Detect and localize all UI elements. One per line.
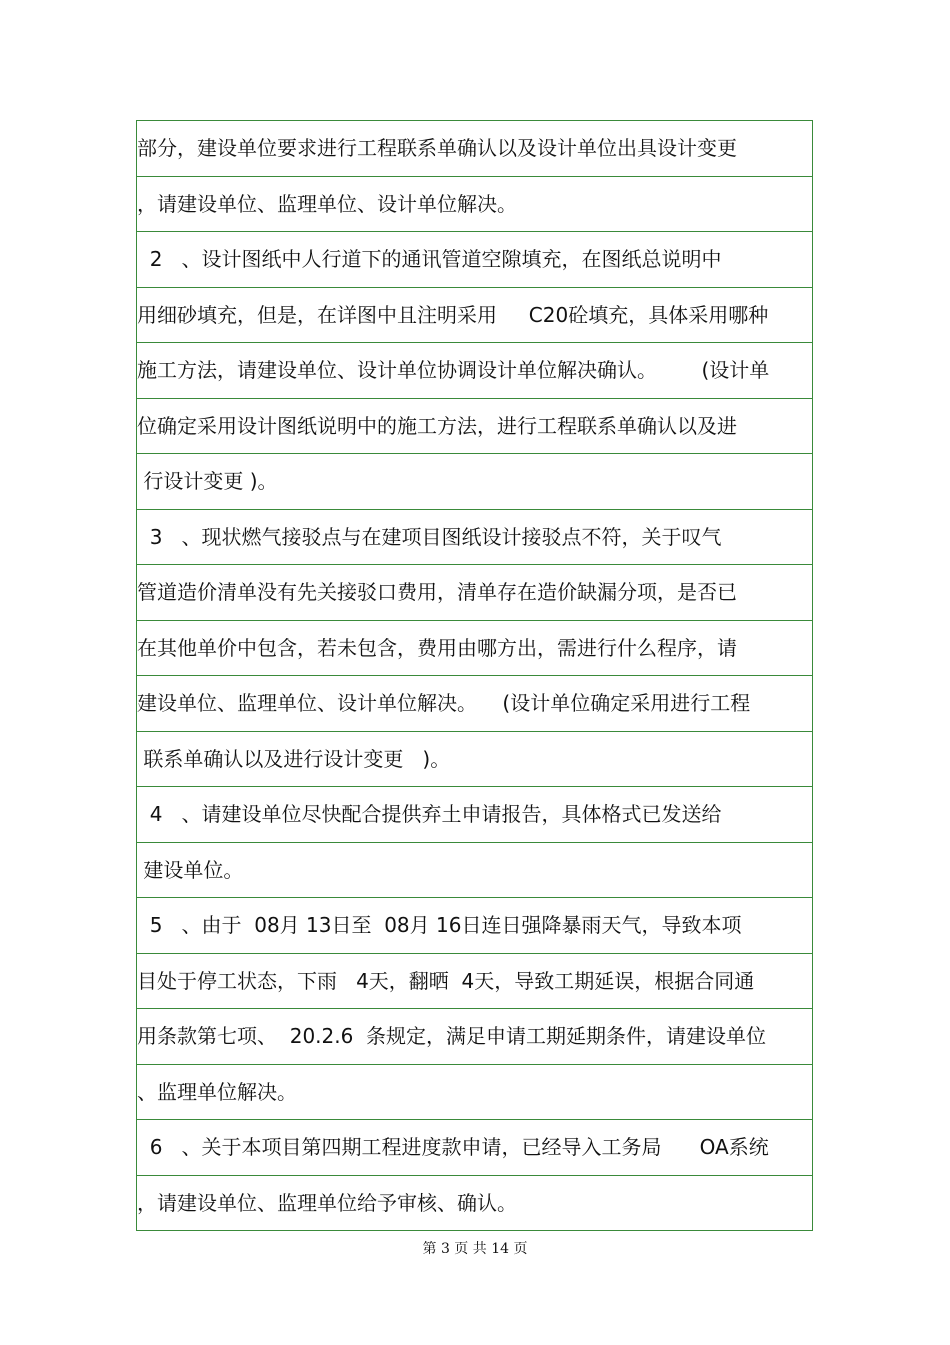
table-row: 2 、设计图纸中人行道下的通讯管道空隙填充，在图纸总说明中 — [137, 231, 812, 287]
table-row: 用条款第七项、 20.2.6 条规定，满足申请工期延期条件，请建设单位 — [137, 1008, 812, 1064]
table-row: 管道造价清单没有先关接驳口费用，清单存在造价缺漏分项，是否已 — [137, 564, 812, 620]
table-row: 、监理单位解决。 — [137, 1064, 812, 1120]
table-row: 在其他单价中包含，若未包含，费用由哪方出，需进行什么程序，请 — [137, 620, 812, 676]
document-table — [136, 120, 813, 1231]
table-row: 建设单位、监理单位、设计单位解决。 (设计单位确定采用进行工程 — [137, 675, 812, 731]
table-row: 3 、现状燃气接驳点与在建项目图纸设计接驳点不符，关于叹气 — [137, 509, 812, 565]
table-row: 目处于停工状态，下雨 4天，翻晒 4天，导致工期延误，根据合同通 — [137, 953, 812, 1009]
table-row: 施工方法，请建设单位、设计单位协调设计单位解决确认。 (设计单 — [137, 342, 812, 398]
table-row: 联系单确认以及进行设计变更 )。 — [137, 731, 812, 787]
table-row: 建设单位。 — [137, 842, 812, 898]
table-row: 5 、由于 08月 13日至 08月 16日连日强降暴雨天气，导致本项 — [137, 897, 812, 953]
table-row: 4 、请建设单位尽快配合提供弃土申请报告，具体格式已发送给 — [137, 786, 812, 842]
table-row: 用细砂填充，但是，在详图中且注明采用 C20砼填充，具体采用哪种 — [137, 287, 812, 343]
table-row: ，请建设单位、监理单位给予审核、确认。 — [137, 1175, 812, 1231]
table-row: 6 、关于本项目第四期工程进度款申请，已经导入工务局 OA系统 — [137, 1119, 812, 1175]
table-row: 位确定采用设计图纸说明中的施工方法，进行工程联系单确认以及进 — [137, 398, 812, 454]
table-row: 行设计变更 )。 — [137, 453, 812, 509]
page-number-footer: 第 3 页 共 14 页 — [422, 1241, 528, 1257]
table-row: 部分，建设单位要求进行工程联系单确认以及设计单位出具设计变更 — [137, 136, 737, 161]
table-row: ，请建设单位、监理单位、设计单位解决。 — [137, 176, 812, 232]
